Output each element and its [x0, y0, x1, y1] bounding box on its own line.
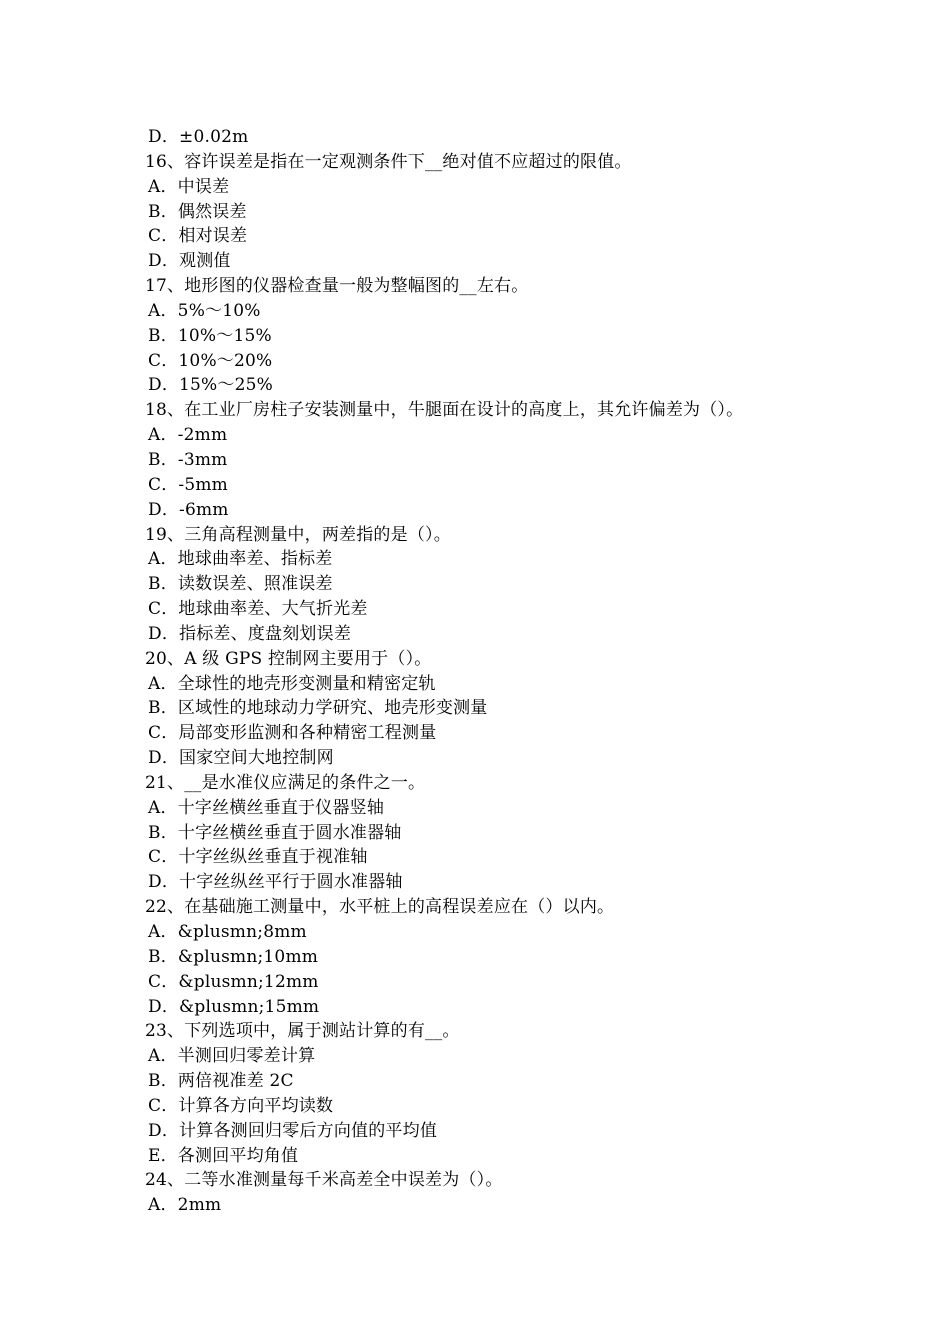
- option-22b: B．&plusmn;10mm: [148, 946, 319, 967]
- option-16a: A．中误差: [148, 176, 230, 197]
- option-18c: C．-5mm: [148, 474, 229, 495]
- option-18a: A．-2mm: [148, 425, 228, 446]
- option-16b: B．偶然误差: [148, 201, 247, 222]
- option-15d: D．±0.02m: [148, 127, 249, 147]
- question-list: [145, 125, 865, 1218]
- option-24a: A．2mm: [148, 1195, 222, 1216]
- option-23a: A．半测回归零差计算: [148, 1046, 316, 1067]
- option-23c: C．计算各方向平均读数: [148, 1095, 334, 1116]
- option-19d: D．指标差、度盘刻划误差: [148, 623, 352, 644]
- option-20a: A．全球性的地壳形变测量和精密定轨: [148, 673, 436, 694]
- question-18: 18、在工业厂房柱子安装测量中，牛腿面在设计的高度上，其允许偏差为（）。: [145, 400, 744, 421]
- option-19a: A．地球曲率差、指标差: [148, 549, 333, 570]
- option-17b: B．10%～15%: [148, 325, 272, 346]
- question-17: 17、地形图的仪器检查量一般为整幅图的__左右。: [145, 276, 529, 297]
- option-17d: D．15%～25%: [148, 375, 274, 396]
- question-16: 16、容许误差是指在一定观测条件下__绝对值不应超过的限值。: [145, 151, 632, 172]
- option-21a: A．十字丝横丝垂直于仪器竖轴: [148, 797, 385, 818]
- option-18b: B．-3mm: [148, 449, 228, 470]
- question-21: 21、__是水准仪应满足的条件之一。: [145, 772, 426, 793]
- question-23: 23、下列选项中，属于测站计算的有__。: [145, 1021, 460, 1042]
- option-20d: D．国家空间大地控制网: [148, 748, 334, 769]
- option-22a: A．&plusmn;8mm: [148, 922, 307, 942]
- option-17c: C．10%～20%: [148, 350, 273, 371]
- question-20: 20、A 级 GPS 控制网主要用于（）。: [145, 648, 432, 669]
- option-20b: B．区域性的地球动力学研究、地壳形变测量: [148, 698, 488, 719]
- question-22: 22、在基础施工测量中，水平桩上的高程误差应在（）以内。: [145, 897, 615, 918]
- option-16d: D．观测值: [148, 251, 231, 272]
- option-17a: A．5%～10%: [148, 300, 261, 321]
- option-23b: B．两倍视准差 2C: [148, 1071, 294, 1092]
- option-19b: B．读数误差、照准误差: [148, 574, 333, 595]
- option-18d: D．-6mm: [148, 499, 229, 520]
- option-21c: C．十字丝纵丝垂直于视准轴: [148, 847, 368, 868]
- option-16c: C．相对误差: [148, 226, 248, 247]
- option-23d: D．计算各测回归零后方向值的平均值: [148, 1120, 438, 1141]
- option-20c: C．局部变形监测和各种精密工程测量: [148, 723, 437, 744]
- option-23e: E．各测回平均角值: [148, 1145, 299, 1166]
- question-19: 19、三角高程测量中，两差指的是（）。: [145, 524, 451, 545]
- option-21b: B．十字丝横丝垂直于圆水准器轴: [148, 822, 402, 843]
- option-22d: D．&plusmn;15mm: [148, 996, 320, 1017]
- option-22c: C．&plusmn;12mm: [148, 971, 319, 992]
- question-24: 24、二等水准测量每千米高差全中误差为（）。: [145, 1170, 503, 1191]
- option-19c: C．地球曲率差、大气折光差: [148, 599, 368, 620]
- option-21d: D．十字丝纵丝平行于圆水准器轴: [148, 872, 403, 893]
